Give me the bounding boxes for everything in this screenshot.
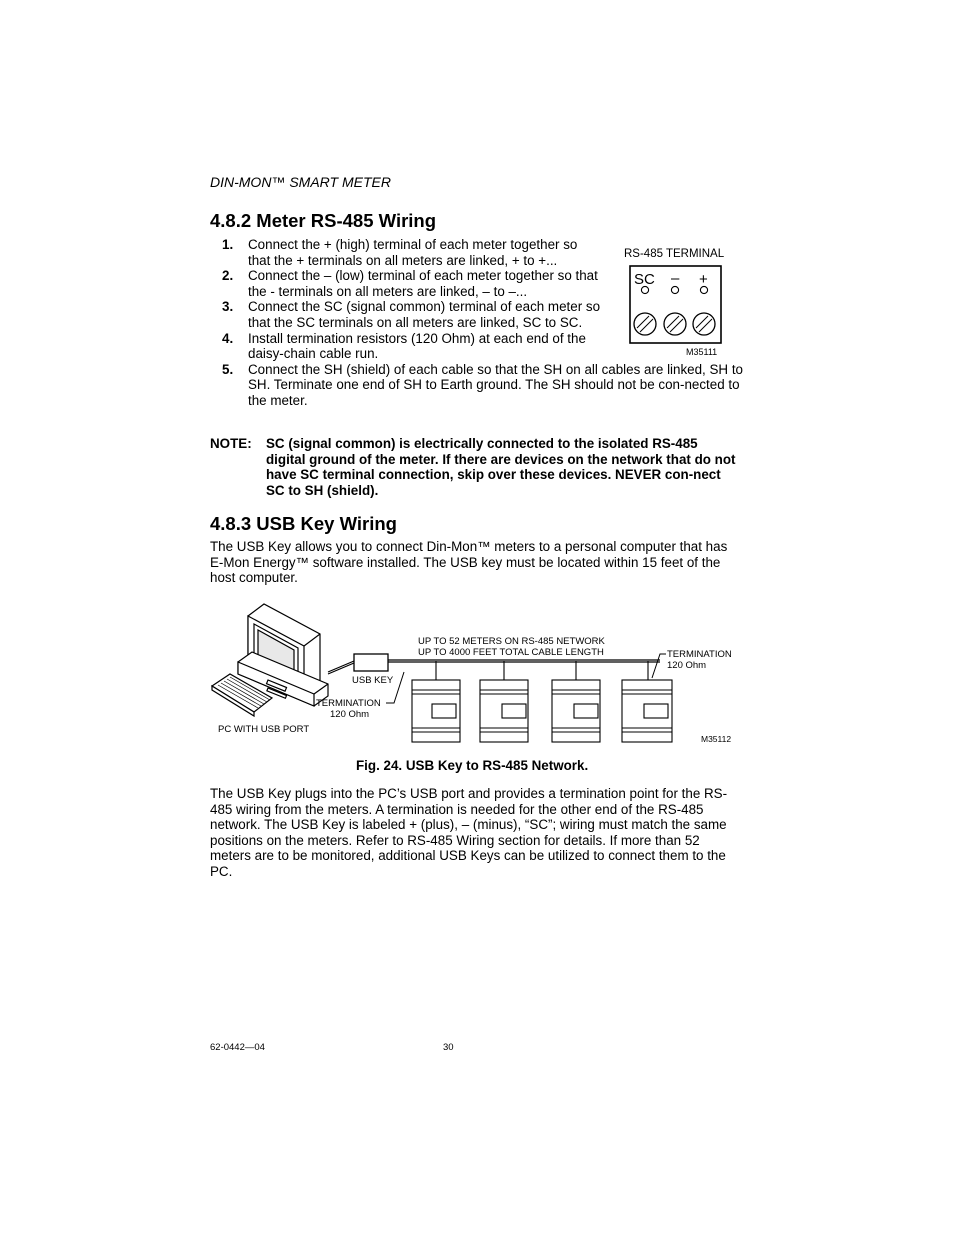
pc-to-usb-cable <box>328 663 354 674</box>
running-title: DIN-MON™ SMART METER <box>210 174 391 190</box>
meter-device <box>412 680 460 742</box>
pc-label: PC WITH USB PORT <box>218 724 310 735</box>
termination-right-label-line2: 120 Ohm <box>667 660 707 671</box>
termination-left-label-line1: TERMINATION <box>316 698 381 709</box>
step-number: 1. <box>222 237 234 252</box>
terminal-label-minus: – <box>671 270 680 287</box>
network-figure-code: M35112 <box>701 734 732 744</box>
terminal-label-sc: SC <box>634 271 655 288</box>
network-label-line1: UP TO 52 METERS ON RS-485 NETWORK <box>418 636 605 647</box>
step-text: Install termination resistors (120 Ohm) at each end of the daisy-chain cable run. <box>248 330 586 362</box>
section-heading-usb: 4.8.3 USB Key Wiring <box>210 513 397 534</box>
usb-closing-paragraph: The USB Key plugs into the PC’s USB port and provides a termination point for the RS-485 wiring from the meters. A termination is needed for the other end of the RS-485 network. The USB Key is labeled + (plus), – (minus), “SC”; wiring must match the same positions on the meters. Refer to RS-485 Wiring section for details. If more than 52 meters are to be monitored, additional USB Keys can be utilized to connect them to the PC. <box>210 786 728 879</box>
step-number: 4. <box>222 330 234 346</box>
step-number: 3. <box>222 299 234 315</box>
step-text: Connect the – (low) terminal of each meter together so that the - terminals on all meters are linked, – to –... <box>248 268 598 299</box>
figure-caption: Fig. 24. USB Key to RS-485 Network. <box>356 758 589 773</box>
step-item <box>210 299 608 330</box>
pc-computer <box>212 604 328 716</box>
step-text: Connect the SH (shield) of each cable so that the SH on all cables are linked, SH to SH. Terminate one end of SH to Earth ground. The SH should not be con-nected to the meter. <box>248 361 743 408</box>
terminal-figure-code: M35111 <box>686 347 718 357</box>
note-block <box>210 436 740 498</box>
meter-device <box>552 680 600 742</box>
step-item <box>210 268 603 299</box>
termination-right-label-line1: TERMINATION <box>667 649 732 660</box>
note-label: NOTE: <box>210 436 252 451</box>
section-heading-rs485: 4.8.2 Meter RS-485 Wiring <box>210 210 437 231</box>
terminal-figure-title: RS-485 TERMINAL <box>624 248 725 260</box>
rs485-terminal-figure <box>624 248 734 363</box>
meter-device <box>480 680 528 742</box>
termination-right-leader <box>652 654 666 678</box>
usb-key-device <box>354 654 388 671</box>
terminal-label-plus: + <box>699 271 708 288</box>
usb-intro-paragraph: The USB Key allows you to connect Din-Mon™ meters to a personal computer that has E-Mon Energy™ software installed. The USB key must be located within 15 feet of the host computer. <box>210 539 728 586</box>
terminal-block-drawing <box>624 262 734 362</box>
termination-left-label-line2: 120 Ohm <box>330 709 370 720</box>
usb-network-diagram <box>208 600 748 750</box>
network-label-line2: UP TO 4000 FEET TOTAL CABLE LENGTH <box>418 647 604 658</box>
step-item <box>210 362 755 409</box>
step-number: 2. <box>222 268 234 284</box>
step-text: Connect the SC (signal common) terminal of each meter so that the SC terminals on all meters are linked, SC to SC. <box>248 299 601 330</box>
step-number: 5. <box>222 361 234 377</box>
step-item <box>210 331 613 362</box>
step-item <box>210 237 603 268</box>
footer-page-number: 30 <box>443 1042 454 1053</box>
usb-key-label: USB KEY <box>352 675 394 686</box>
footer-doc-number: 62-0442—04 <box>210 1042 265 1053</box>
meter-device <box>622 680 672 742</box>
note-text: SC (signal common) is electrically connected to the isolated RS-485 digital ground of the meter. If there are devices on the network that do not have SC terminal connection, skip over these devices. NEVER con-nect SC to SH (shield). <box>266 436 736 498</box>
step-text: Connect the + (high) terminal of each meter together so that the + terminals on all meters are linked, + to +... <box>248 237 578 268</box>
